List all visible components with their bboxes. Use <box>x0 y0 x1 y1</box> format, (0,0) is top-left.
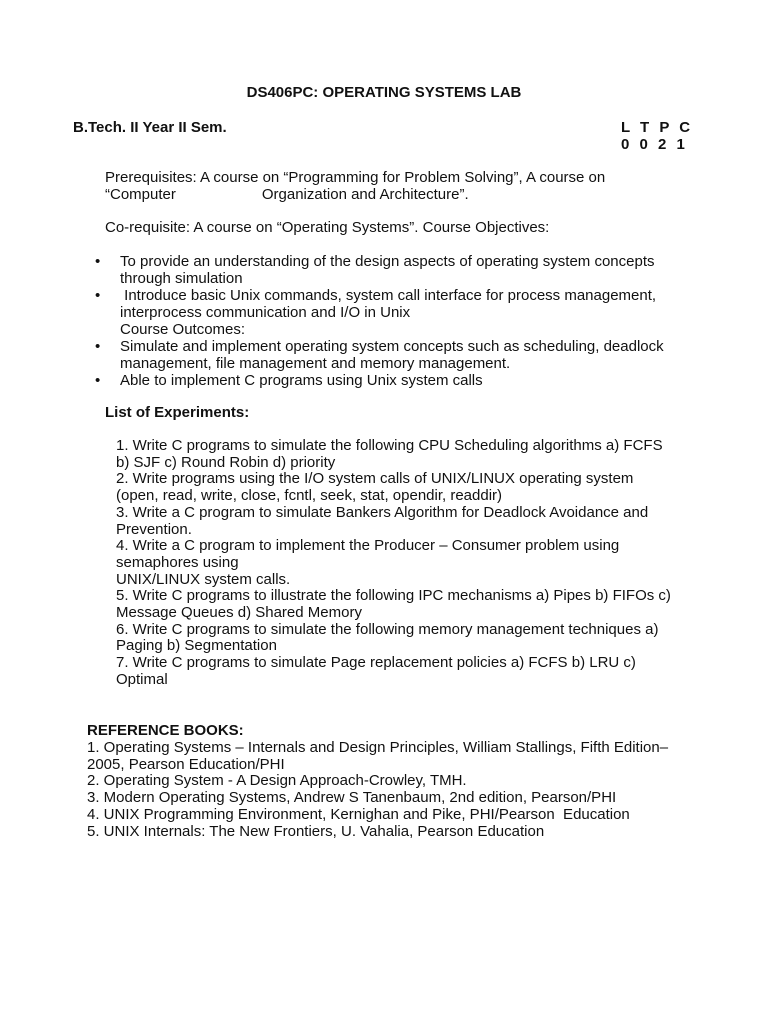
reference-line: 4. UNIX Programming Environment, Kernighan and Pike, PHI/Pearson Education <box>87 805 630 823</box>
experiments-heading: List of Experiments: <box>105 404 250 421</box>
ltpc-block <box>621 119 693 153</box>
ltpc-header: L T P C <box>621 119 694 136</box>
objectives-outcomes-list <box>95 253 695 389</box>
experiment-line: 4. Write a C program to implement the Producer – Consumer problem using <box>116 537 620 555</box>
experiment-line: UNIX/LINUX system calls. <box>116 570 291 588</box>
outcome-item <box>95 338 695 372</box>
references-heading: REFERENCE BOOKS: <box>87 722 244 739</box>
outcome-line-1: Simulate and implement operating system concepts such as scheduling, deadlock <box>120 338 664 355</box>
ltpc-values: 0 0 2 1 <box>621 136 688 153</box>
prerequisites <box>105 169 665 203</box>
experiment-line: 2. Write programs using the I/O system calls of UNIX/LINUX operating system <box>116 470 634 488</box>
reference-line: 1. Operating Systems – Internals and Design Principles, William Stallings, Fifth Edition– <box>87 739 669 756</box>
objective-line-1: Introduce basic Unix commands, system call interface for process management, <box>120 287 657 304</box>
reference-line: 2. Operating System - A Design Approach-Crowley, TMH. <box>87 772 467 790</box>
experiment-line: semaphores using <box>116 553 239 571</box>
objective-line-1: To provide an understanding of the design aspects of operating system concepts <box>120 253 655 270</box>
prerequisites-line-2 <box>105 186 665 203</box>
reference-line: 5. UNIX Internals: The New Frontiers, U. Vahalia, Pearson Education <box>87 822 545 840</box>
bullet-icon: • <box>95 338 101 355</box>
experiment-line: 3. Write a C program to simulate Bankers Algorithm for Deadlock Avoidance and <box>116 503 649 521</box>
objective-line-2: through simulation <box>120 270 243 287</box>
outcome-item <box>95 372 695 389</box>
references-list <box>87 740 697 840</box>
outcomes-label: Course Outcomes: <box>120 321 246 338</box>
outcome-line-1: Able to implement C programs using Unix system calls <box>120 372 483 389</box>
experiment-line: 7. Write C programs to simulate Page replacement policies a) FCFS b) LRU c) <box>116 654 636 672</box>
corequisite: Co-requisite: A course on “Operating Systems”. Course Objectives: <box>105 219 550 236</box>
bullet-icon: • <box>95 253 101 270</box>
prerequisites-line-2-left: “Computer <box>105 186 176 203</box>
experiment-line: Prevention. <box>116 520 192 538</box>
experiment-line: 1. Write C programs to simulate the following CPU Scheduling algorithms a) FCFS <box>116 437 663 454</box>
experiment-line: Paging b) Segmentation <box>116 637 277 655</box>
objective-item <box>95 253 695 287</box>
outcome-line-2: management, file management and memory management. <box>120 355 511 372</box>
experiments-list <box>116 438 706 689</box>
bullet-icon: • <box>95 287 101 304</box>
page-title: DS406PC: OPERATING SYSTEMS LAB <box>246 84 522 101</box>
experiment-line: 5. Write C programs to illustrate the following IPC mechanisms a) Pipes b) FIFOs c) <box>116 587 671 605</box>
experiment-line: b) SJF c) Round Robin d) priority <box>116 453 336 471</box>
prerequisites-line-1: Prerequisites: A course on “Programming for Problem Solving”, A course on <box>105 169 606 186</box>
objective-item <box>95 287 695 321</box>
reference-line: 3. Modern Operating Systems, Andrew S Tanenbaum, 2nd edition, Pearson/PHI <box>87 789 617 807</box>
experiment-line: Message Queues d) Shared Memory <box>116 604 362 622</box>
bullet-icon: • <box>95 372 101 389</box>
program-label: B.Tech. II Year II Sem. <box>73 119 227 136</box>
experiment-line: 6. Write C programs to simulate the following memory management techniques a) <box>116 620 659 638</box>
experiment-line: (open, read, write, close, fcntl, seek, stat, opendir, readdir) <box>116 487 503 505</box>
reference-line: 2005, Pearson Education/PHI <box>87 755 285 773</box>
prerequisites-line-2-right: Organization and Architecture”. <box>261 186 469 203</box>
experiment-line: Optimal <box>116 670 168 688</box>
objective-line-2: interprocess communication and I/O in Unix <box>120 304 411 321</box>
